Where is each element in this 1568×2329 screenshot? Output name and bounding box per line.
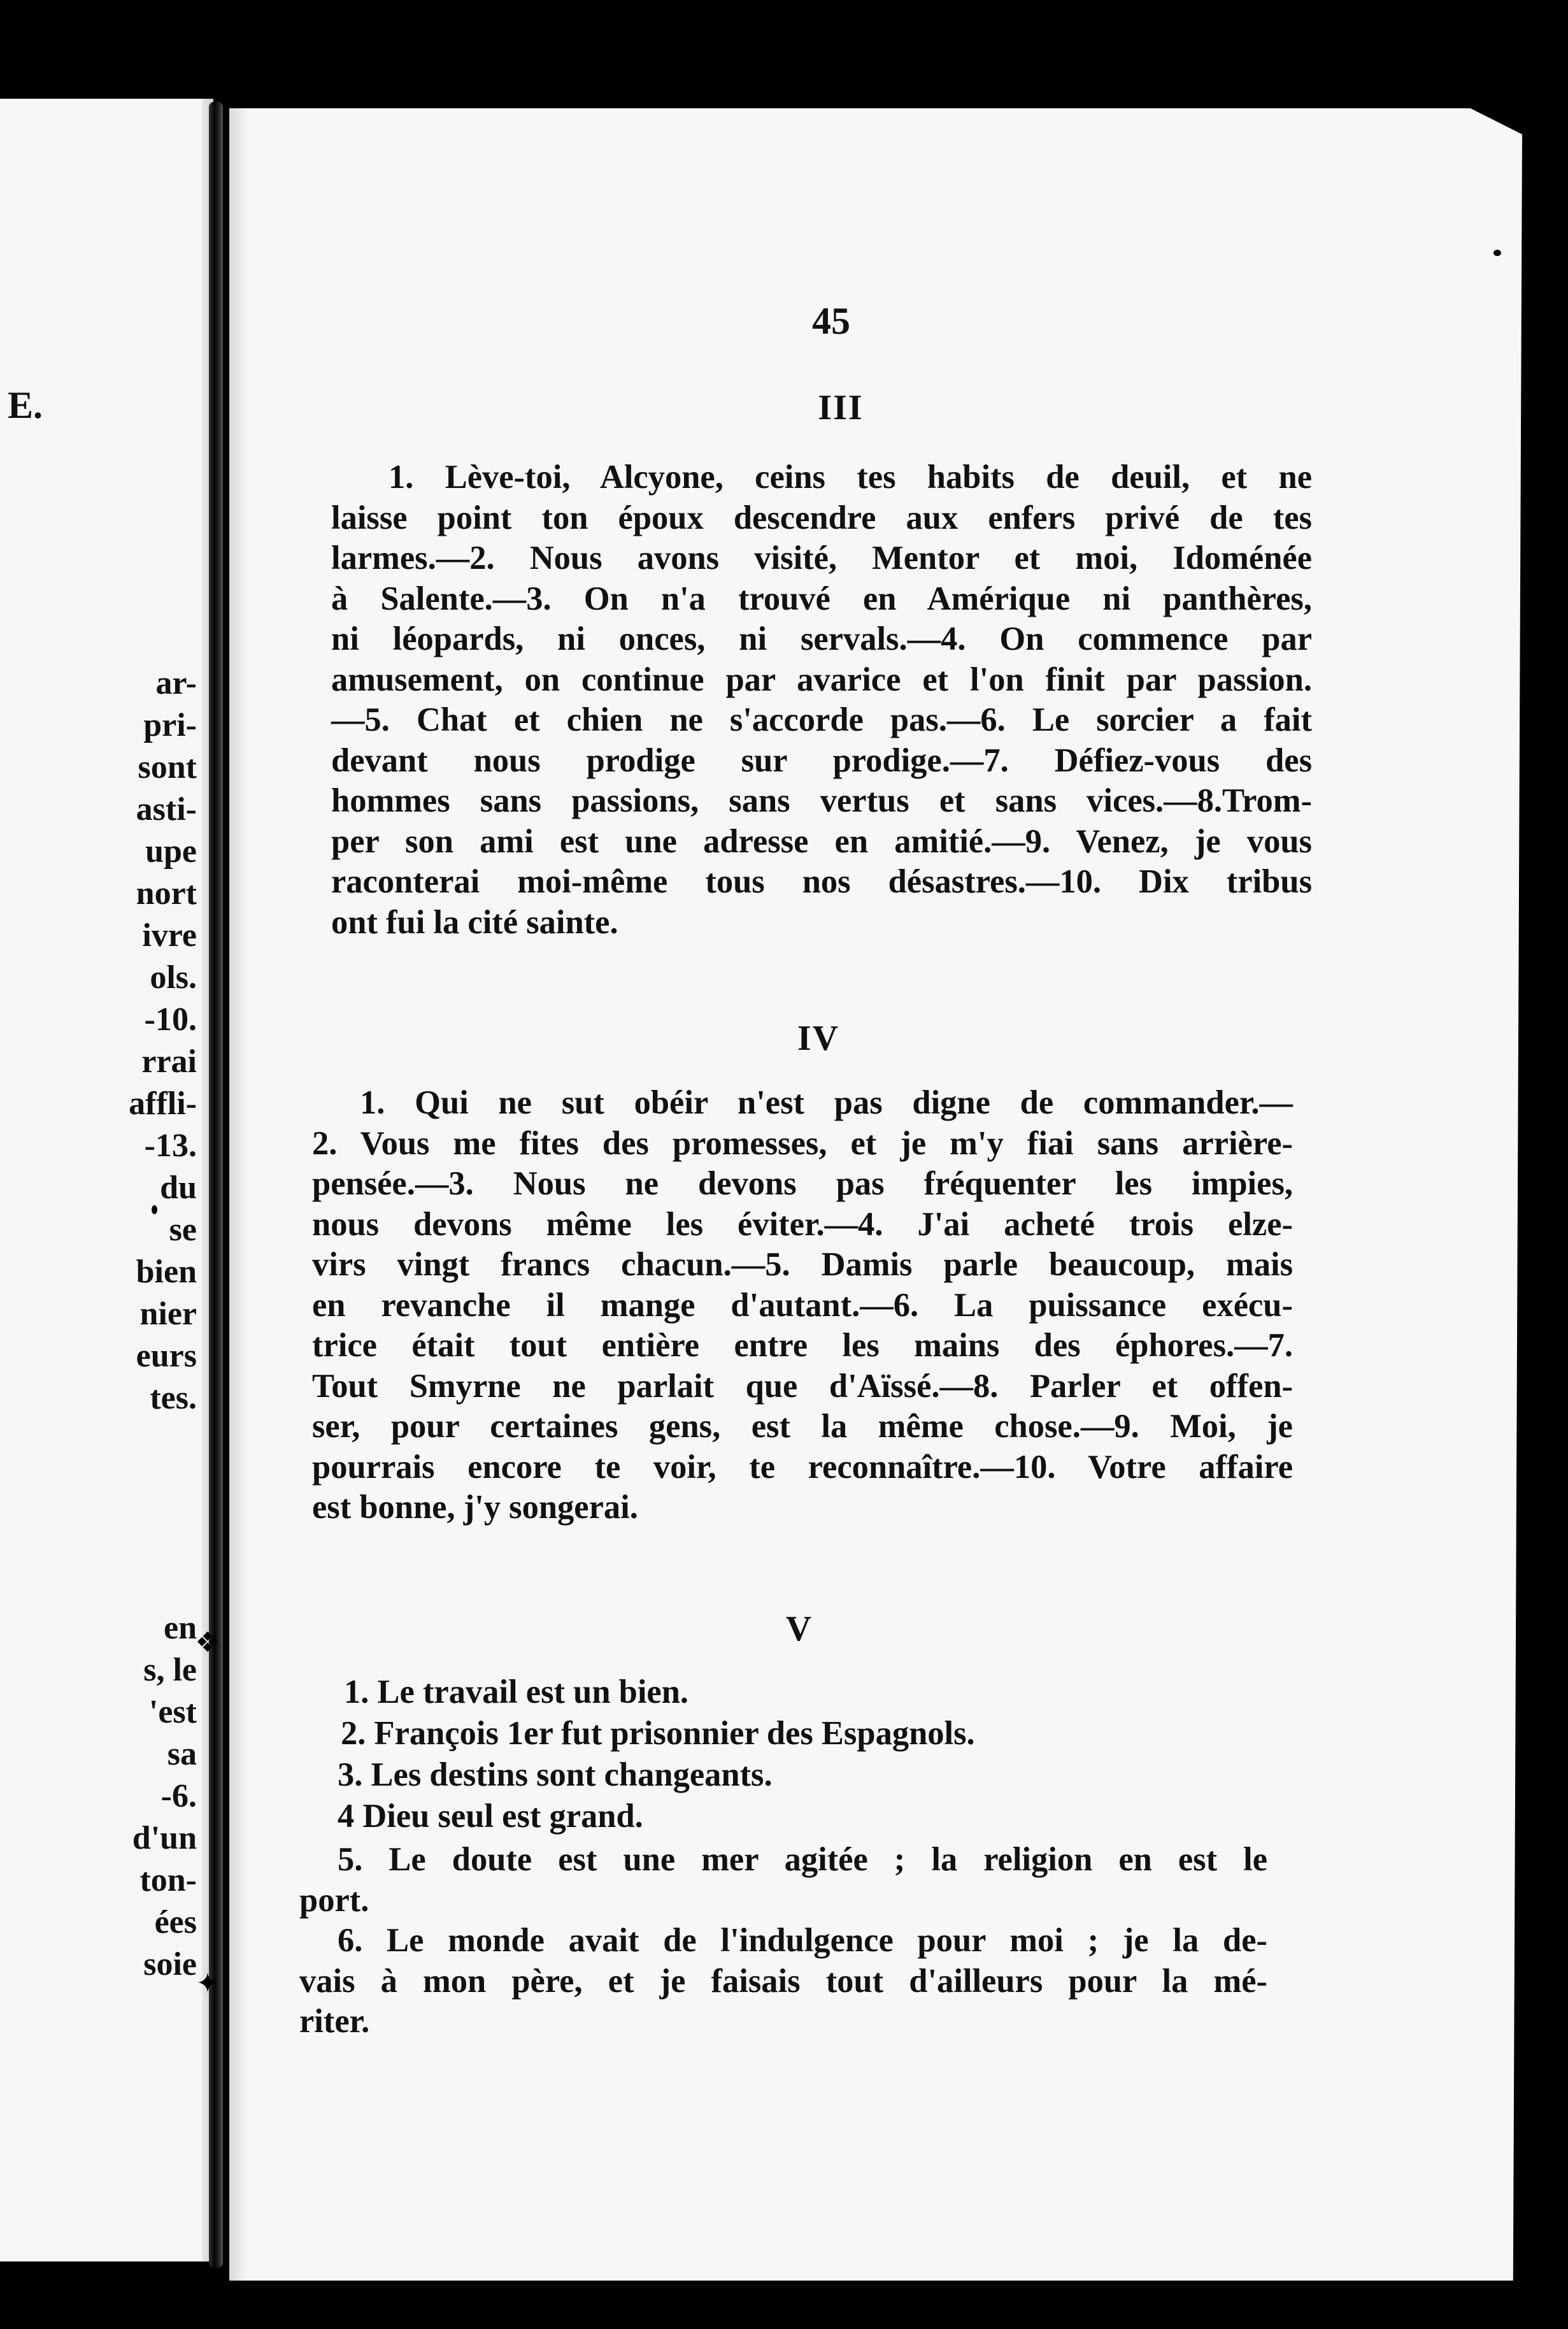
- left-page-line: s, le: [143, 1652, 197, 1688]
- left-page-line: eurs: [136, 1338, 197, 1374]
- scan-speck: [152, 1205, 157, 1214]
- left-page-line: en: [164, 1610, 197, 1646]
- section-heading-iv: IV: [797, 1019, 840, 1058]
- text-line: pensée.—3. Nous ne devons pas fréquenter les impies,: [312, 1165, 1293, 1202]
- text-line: nous devons même les éviter.—4. J'ai acheté trois elze-: [312, 1205, 1293, 1243]
- left-page-fragment: [0, 99, 213, 2261]
- left-page-line: -13.: [144, 1128, 197, 1164]
- left-page-line: ées: [154, 1904, 197, 1940]
- text-line: 1. Qui ne sut obéir n'est pas digne de commander.—: [360, 1084, 1293, 1121]
- left-page-line: d'un: [132, 1820, 197, 1856]
- left-page-line: -6.: [160, 1778, 197, 1814]
- left-page-line: pri-: [143, 707, 197, 743]
- binding-knot: ✦: [196, 1968, 220, 1999]
- text-line: raconterai moi-même tous nos désastres.—10. Dix tribus: [331, 863, 1312, 900]
- text-line: amusement, on continue par avarice et l'on finit par passion.: [331, 661, 1312, 698]
- scan-speck: [545, 2314, 554, 2321]
- left-page-line: upe: [145, 833, 197, 870]
- section-heading-v: V: [785, 1609, 813, 1649]
- left-page-line: tes.: [150, 1380, 197, 1416]
- text-line: à Salente.—3. On n'a trouvé en Amérique ni panthères,: [331, 580, 1312, 617]
- section-v-item: 2. François 1er fut prisonnier des Espagnols.: [341, 1715, 975, 1752]
- left-page-line: soie: [143, 1946, 197, 1982]
- left-page-line: 'est: [148, 1694, 197, 1730]
- left-page-line: ols.: [150, 959, 197, 996]
- section-heading-iii: III: [818, 388, 864, 427]
- section-v-paragraph: [299, 1840, 1267, 2042]
- scan-speck: [1493, 250, 1501, 256]
- text-line: ont fui la cité sainte.: [331, 903, 618, 941]
- text-line: riter.: [299, 2003, 370, 2040]
- text-line: 6. Le monde avait de l'indulgence pour moi ; je la de-: [338, 1922, 1267, 1959]
- left-page-line: ar-: [155, 665, 197, 701]
- text-line: 1. Lève-toi, Alcyone, ceins tes habits de deuil, et ne: [388, 459, 1312, 496]
- left-page-line: E.: [7, 384, 43, 426]
- section-v-item: 1. Le travail est un bien.: [344, 1673, 689, 1710]
- text-line: virs vingt francs chacun.—5. Damis parle beaucoup, mais: [312, 1246, 1293, 1283]
- left-page-line: asti-: [136, 791, 197, 828]
- text-line: 2. Vous me fites des promesses, et je m'y fiai sans arrière-: [312, 1124, 1293, 1162]
- text-line: est bonne, j'y songerai.: [312, 1489, 638, 1526]
- binding-knot: ❖: [195, 1627, 220, 1658]
- text-line: —5. Chat et chien ne s'accorde pas.—6. Le sorcier a fait: [331, 701, 1312, 738]
- section-v-item: 3. Les destins sont changeants.: [338, 1756, 773, 1793]
- text-line: ni léopards, ni onces, ni servals.—4. On commence par: [331, 620, 1312, 657]
- text-line: Tout Smyrne ne parlait que d'Aïssé.—8. Parler et offen-: [312, 1367, 1293, 1405]
- text-line: en revanche il mange d'autant.—6. La puissance exécu-: [312, 1286, 1293, 1324]
- left-page-line: rrai: [141, 1043, 197, 1080]
- left-page-line: se: [169, 1212, 197, 1248]
- text-line: devant nous prodige sur prodige.—7. Défiez-vous des: [331, 742, 1312, 779]
- text-line: trice était tout entière entre les mains des éphores.—7.: [312, 1327, 1293, 1364]
- text-line: port.: [299, 1881, 369, 1919]
- left-page-line: ivre: [142, 917, 197, 954]
- section-iv-paragraph: [312, 1083, 1293, 1528]
- page-number: 45: [812, 300, 850, 342]
- page-edge-shadow: [229, 108, 248, 2281]
- text-line: per son ami est une adresse en amitié.—9. Venez, je vous: [331, 822, 1312, 860]
- book-spine: [185, 102, 229, 2268]
- left-page-line: ton-: [139, 1862, 197, 1898]
- left-page-line: -10.: [144, 1001, 197, 1038]
- text-line: 5. Le doute est une mer agitée ; la religion en est le: [338, 1841, 1267, 1878]
- text-line: hommes sans passions, sans vertus et sans vices.—8.Trom-: [331, 782, 1312, 819]
- section-v-item: 4 Dieu seul est grand.: [338, 1798, 643, 1835]
- text-line: pourrais encore te voir, te reconnaître.—10. Votre affaire: [312, 1448, 1293, 1486]
- left-page-line: sont: [138, 749, 197, 785]
- section-iii-paragraph: [331, 457, 1312, 943]
- binding-thread: [209, 102, 223, 2268]
- text-line: ser, pour certaines gens, est la même chose.—9. Moi, je: [312, 1408, 1293, 1445]
- left-page-line: sa: [167, 1736, 197, 1772]
- text-line: vais à mon père, et je faisais tout d'ailleurs pour la mé-: [299, 1962, 1267, 2000]
- text-line: laisse point ton époux descendre aux enfers privé de tes: [331, 499, 1312, 536]
- text-line: larmes.—2. Nous avons visité, Mentor et moi, Idoménée: [331, 540, 1312, 577]
- left-page-line: du: [160, 1170, 197, 1206]
- left-page-line: nort: [136, 875, 197, 912]
- left-page-line: nier: [139, 1296, 197, 1332]
- left-page-line: bien: [136, 1254, 197, 1290]
- left-page-line: affli-: [129, 1086, 197, 1122]
